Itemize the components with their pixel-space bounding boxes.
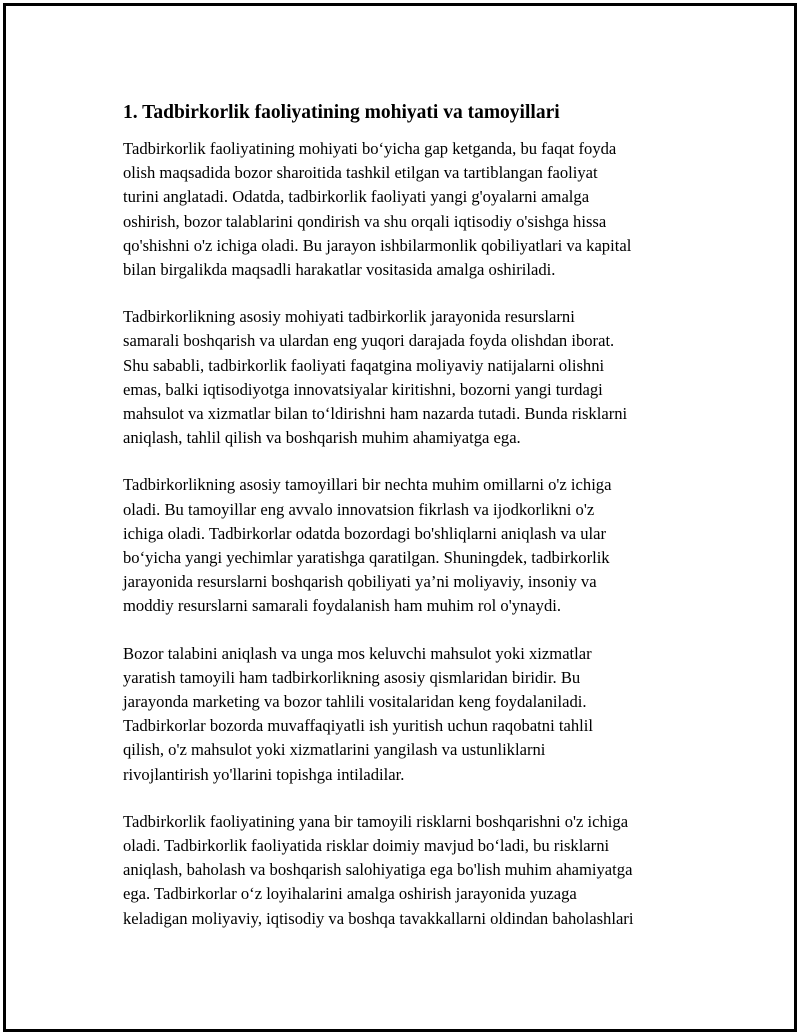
paragraph-3 (123, 473, 693, 618)
text-line: Tadbirkorlik faoliyatining yana bir tamoyili risklarni boshqarishni o'z ichiga (123, 811, 629, 831)
text-line: bo‘yicha yangi yechimlar yaratishga qaratilgan. Shuningdek, tadbirkorlik (123, 548, 610, 568)
text-line: samarali boshqarish va ulardan eng yuqori darajada foyda olishdan iborat. (123, 331, 615, 351)
text-line: Tadbirkorlikning asosiy mohiyati tadbirkorlik jarayonida resurslarni (123, 307, 575, 327)
text-line: ichiga oladi. Tadbirkorlar odatda bozordagi bo'shliqlarni aniqlash va ular (123, 523, 607, 543)
text-line: ega. Tadbirkorlar o‘z loyihalarini amalga oshirish jarayonida yuzaga (123, 884, 577, 904)
text-line: jarayonida resurslarni boshqarish qobiliyati ya’ni moliyaviy, insoniy va (123, 572, 597, 592)
text-line: keladigan moliyaviy, iqtisodiy va boshqa tavakkallarni oldindan baholashlari (123, 908, 634, 928)
text-line: oladi. Bu tamoyillar eng avvalo innovatsion fikrlash va ijodkorlikni o'z (123, 499, 595, 519)
text-line: bilan birgalikda maqsadli harakatlar vositasida amalga oshiriladi. (123, 260, 556, 280)
text-line: oladi. Tadbirkorlik faoliyatida risklar doimiy mavjud bo‘ladi, bu risklarni (123, 836, 610, 856)
page-frame (3, 3, 797, 1032)
text-line: aniqlash, baholash va boshqarish salohiyatiga ega bo'lish muhim ahamiyatga (123, 860, 633, 880)
text-line: olish maqsadida bozor sharoitida tashkil etilgan va tartiblangan faoliyat (123, 163, 598, 183)
text-line: turini anglatadi. Odatda, tadbirkorlik faoliyati yangi g'oyalarni amalga (123, 187, 590, 207)
text-line: qo'shishni o'z ichiga oladi. Bu jarayon ishbilarmonlik qobiliyatlari va kapital (123, 235, 632, 255)
text-line: oshirish, bozor talablarini qondirish va shu orqali iqtisodiy o'sishga hissa (123, 211, 607, 231)
text-line: aniqlash, tahlil qilish va boshqarish muhim ahamiyatga ega. (123, 428, 521, 448)
section-heading: 1. Tadbirkorlik faoliyatining mohiyati va tamoyillari (123, 102, 560, 123)
text-line: yaratish tamoyili ham tadbirkorlikning asosiy qismlaridan biridir. Bu (123, 667, 581, 687)
paragraph-1 (123, 137, 693, 282)
text-line: moddiy resurslarni samarali foydalanish ham muhim rol o'ynaydi. (123, 596, 562, 616)
document-body (123, 100, 693, 954)
paragraph-4 (123, 642, 693, 787)
text-line: Shu sababli, tadbirkorlik faoliyati faqatgina moliyaviy natijalarni olishni (123, 355, 605, 375)
text-line: Bozor talabini aniqlash va unga mos keluvchi mahsulot yoki xizmatlar (123, 643, 592, 663)
text-line: emas, balki iqtisodiyotga innovatsiyalar kiritishni, bozorni yangi turdagi (123, 379, 603, 399)
text-line: qilish, o'z mahsulot yoki xizmatlarini yangilash va ustunliklarni (123, 740, 546, 760)
paragraph-5 (123, 810, 693, 931)
text-line: Tadbirkorlar bozorda muvaffaqiyatli ish yuritish uchun raqobatni tahlil (123, 716, 593, 736)
text-line: Tadbirkorlikning asosiy tamoyillari bir nechta muhim omillarni o'z ichiga (123, 475, 612, 495)
text-line: jarayonda marketing va bozor tahlili vositalaridan keng foydalaniladi. (123, 692, 587, 712)
paragraph-2 (123, 305, 693, 450)
text-line: Tadbirkorlik faoliyatining mohiyati bo‘yicha gap ketganda, bu faqat foyda (123, 139, 617, 158)
text-line: rivojlantirish yo'llarini topishga intiladilar. (123, 764, 405, 784)
text-line: mahsulot va xizmatlar bilan to‘ldirishni ham nazarda tutadi. Bunda risklarni (123, 404, 628, 424)
